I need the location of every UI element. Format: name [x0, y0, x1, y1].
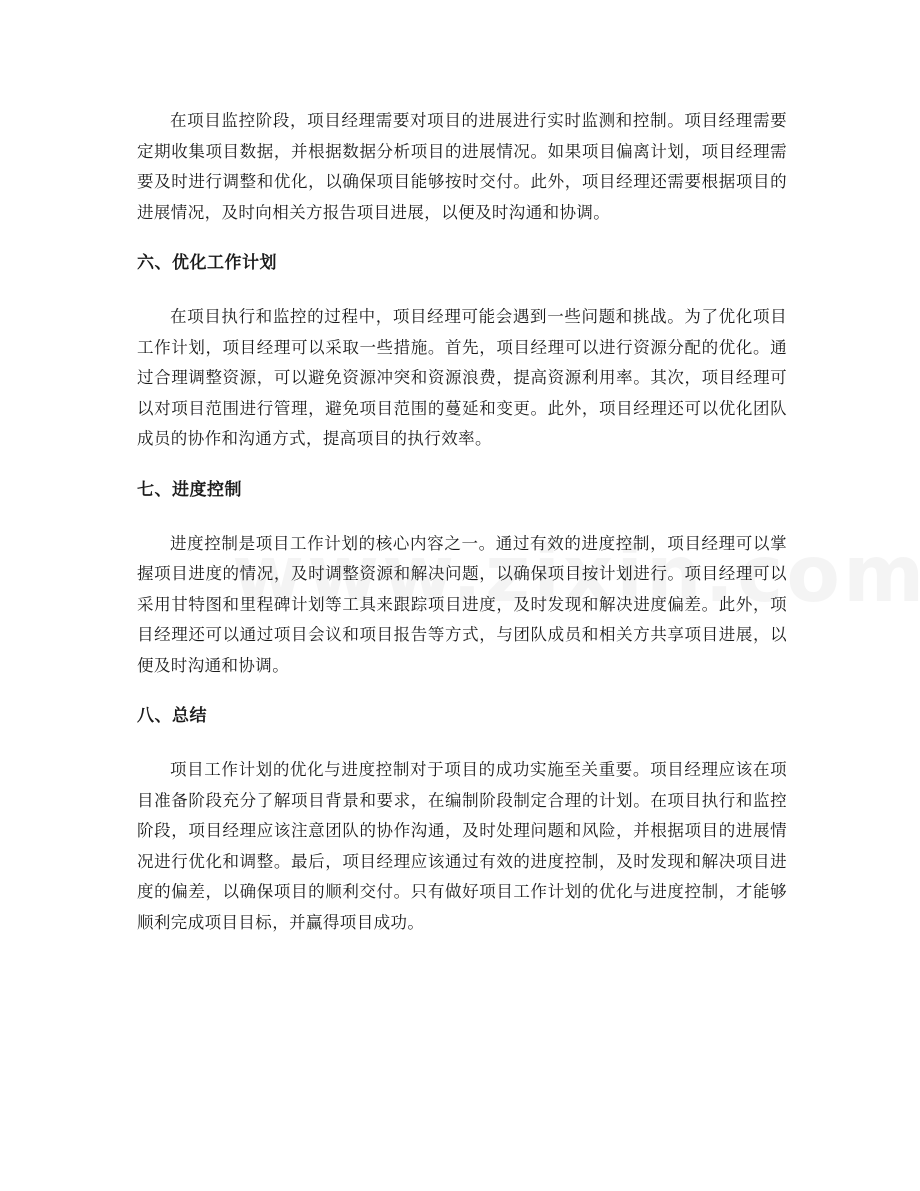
paragraph-summary: 项目工作计划的优化与进度控制对于项目的成功实施至关重要。项目经理应该在项目准备阶段充分了解项目背景和要求，在编制阶段制定合理的计划。在项目执行和监控阶段，项目经理应该注意团队的协作沟通，及时处理问题和风险，并根据项目的进展情况进行优化和调整。最后，项目经理应该通过有效的进度控制，及时发现和解决项目进度的偏差，以确保项目的顺利交付。只有做好项目工作计划的优化与进度控制，才能够顺利完成项目目标，并赢得项目成功。: [137, 760, 787, 932]
paragraph-optimize-plan: 在项目执行和监控的过程中，项目经理可能会遇到一些问题和挑战。为了优化项目工作计划，项目经理可以采取一些措施。首先，项目经理可以进行资源分配的优化。通过合理调整资源，可以避免资源冲突和资源浪费，提高资源利用率。其次，项目经理可以对项目范围进行管理，避免项目范围的蔓延和变更。此外，项目经理还可以优化团队成员的协作和沟通方式，提高项目的执行效率。: [137, 307, 787, 448]
paragraph-monitoring: 在项目监控阶段，项目经理需要对项目的进展进行实时监测和控制。项目经理需要定期收集项目数据，并根据数据分析项目的进展情况。如果项目偏离计划，项目经理需要及时进行调整和优化，以确保项目能够按时交付。此外，项目经理还需要根据项目的进展情况，及时向相关方报告项目进展，以便及时沟通和协调。: [137, 111, 787, 222]
section-heading-optimize-plan: 六、优化工作计划: [137, 253, 277, 273]
document-body: [137, 106, 787, 938]
section-heading-summary: 八、总结: [137, 706, 207, 726]
paragraph-schedule-control: 进度控制是项目工作计划的核心内容之一。通过有效的进度控制，项目经理可以掌握项目进度的情况，及时调整资源和解决问题，以确保项目按计划进行。项目经理可以采用甘特图和里程碑计划等工具来跟踪项目进度，及时发现和解决进度偏差。此外，项目经理还可以通过项目会议和项目报告等方式，与团队成员和相关方共享项目进展，以便及时沟通和协调。: [137, 533, 787, 675]
section-heading-schedule-control: 七、进度控制: [137, 479, 242, 500]
